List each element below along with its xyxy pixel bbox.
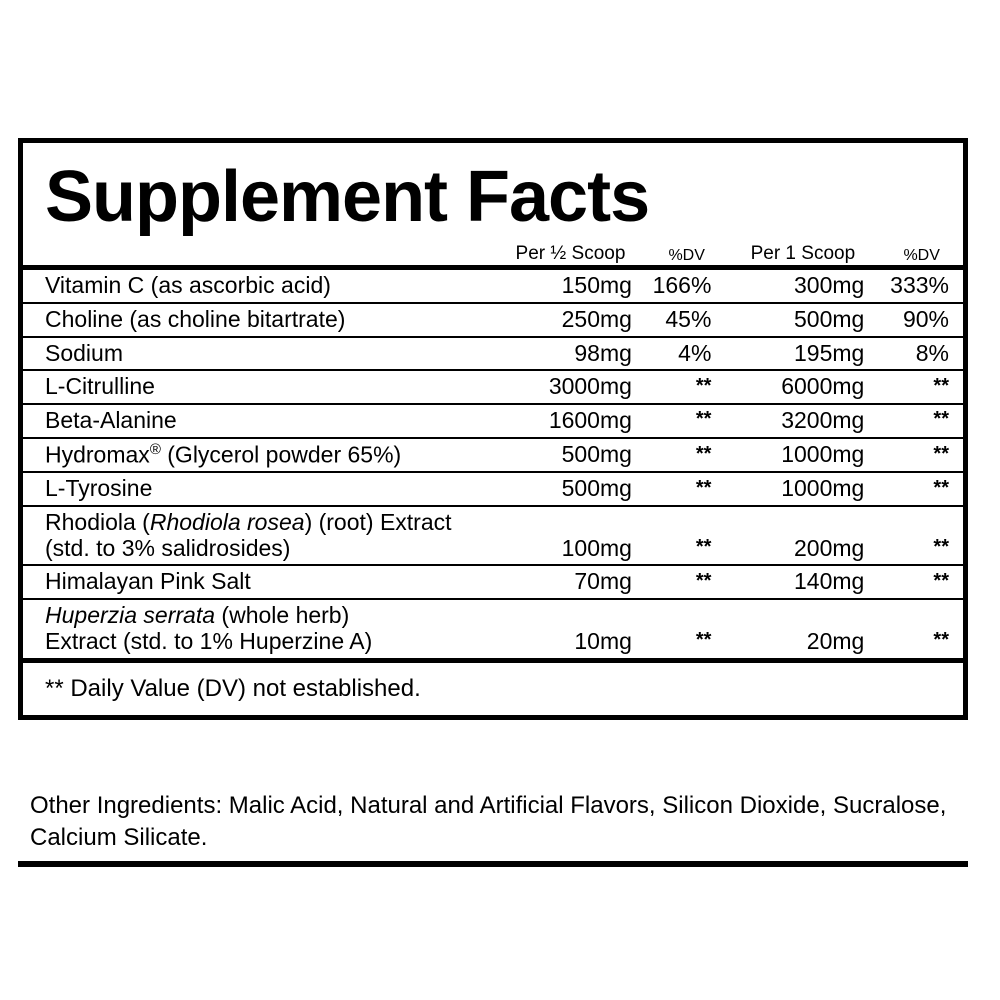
amount-one-scoop: 1000mg xyxy=(725,438,880,472)
ingredient-name: Vitamin C (as ascorbic acid) xyxy=(23,268,493,303)
column-header-per-one-scoop: Per 1 Scoop xyxy=(750,243,856,264)
amount-one-scoop: 140mg xyxy=(725,565,880,599)
amount-half-scoop: 1600mg xyxy=(493,404,648,438)
column-header-blank xyxy=(23,243,493,265)
dv-half-scoop: ** xyxy=(648,370,725,404)
dv-half-scoop: 166% xyxy=(648,268,725,303)
dv-one-scoop: ** xyxy=(880,438,963,472)
amount-half-scoop: 100mg xyxy=(493,506,648,566)
ingredient-name: Huperzia serrata (whole herb) Extract (std. to 1% Huperzine A) xyxy=(23,599,493,658)
ingredient-name: Beta-Alanine xyxy=(23,404,493,438)
amount-half-scoop: 150mg xyxy=(493,268,648,303)
dv-one-scoop: 333% xyxy=(880,268,963,303)
amount-half-scoop: 70mg xyxy=(493,565,648,599)
amount-one-scoop: 1000mg xyxy=(725,472,880,506)
table-row xyxy=(23,337,963,371)
ingredient-name: L-Citrulline xyxy=(23,370,493,404)
ingredient-name: Choline (as choline bitartrate) xyxy=(23,303,493,337)
amount-half-scoop: 500mg xyxy=(493,472,648,506)
dv-half-scoop: ** xyxy=(648,438,725,472)
footnote-text: ** Daily Value (DV) not established. xyxy=(45,674,421,702)
table-row xyxy=(23,599,963,658)
table-row xyxy=(23,268,963,303)
dv-half-scoop: 4% xyxy=(648,337,725,371)
amount-half-scoop: 250mg xyxy=(493,303,648,337)
amount-one-scoop: 3200mg xyxy=(725,404,880,438)
supplement-facts-table xyxy=(23,243,963,658)
table-row xyxy=(23,370,963,404)
dv-one-scoop: ** xyxy=(880,472,963,506)
dv-half-scoop: ** xyxy=(648,472,725,506)
dv-one-scoop: ** xyxy=(880,506,963,566)
amount-half-scoop: 500mg xyxy=(493,438,648,472)
dv-half-scoop: ** xyxy=(648,506,725,566)
column-header-dv-one: %DV xyxy=(903,247,940,264)
dv-one-scoop: ** xyxy=(933,629,949,652)
bottom-rule xyxy=(18,861,968,867)
amount-one-scoop: 200mg xyxy=(725,506,880,566)
dv-half-scoop: ** xyxy=(695,629,712,652)
ingredient-name: Sodium xyxy=(23,337,493,371)
page-title: Supplement Facts xyxy=(45,157,650,237)
dv-one-scoop: ** xyxy=(880,370,963,404)
amount-one-scoop: 500mg xyxy=(725,303,880,337)
ingredient-name: Hydromax® (Glycerol powder 65%) xyxy=(23,438,493,472)
dv-half-scoop: ** xyxy=(648,565,725,599)
dv-one-scoop: ** xyxy=(880,404,963,438)
amount-one-scoop: 300mg xyxy=(725,268,880,303)
botanical-name: Huperzia serrata xyxy=(45,602,216,629)
table-row xyxy=(23,565,963,599)
table-row xyxy=(23,438,963,472)
amount-half-scoop: 3000mg xyxy=(493,370,648,404)
supplement-facts-panel xyxy=(18,138,968,720)
dv-half-scoop: ** xyxy=(648,404,725,438)
dv-one-scoop: 90% xyxy=(880,303,963,337)
table-row xyxy=(23,472,963,506)
table-row xyxy=(23,404,963,438)
table-row xyxy=(23,303,963,337)
table-header-row xyxy=(23,243,963,265)
amount-one-scoop: 20mg xyxy=(806,627,865,654)
amount-one-scoop: 195mg xyxy=(725,337,880,371)
ingredient-name: Himalayan Pink Salt xyxy=(23,565,493,599)
column-header-per-half-scoop: Per ½ Scoop xyxy=(515,243,626,264)
dv-half-scoop: 45% xyxy=(648,303,725,337)
dv-one-scoop: 8% xyxy=(880,337,963,371)
dv-one-scoop: ** xyxy=(880,565,963,599)
column-header-dv-half: %DV xyxy=(668,247,705,264)
amount-half-scoop: 10mg xyxy=(574,627,632,654)
ingredient-name-sub: (std. to 3% salidrosides) xyxy=(45,534,291,561)
ingredient-name-sub: Extract (std. to 1% Huperzine A) xyxy=(45,627,373,654)
botanical-name: Rhodiola rosea xyxy=(149,508,305,535)
other-ingredients-text: Other Ingredients: Malic Acid, Natural and Artificial Flavors, Silicon Dioxide, Sucralose, Calcium Silicate. xyxy=(30,792,947,852)
table-row xyxy=(23,506,963,566)
ingredient-name: Rhodiola (Rhodiola rosea) (root) Extract (std. to 3% salidrosides) xyxy=(23,506,493,566)
registered-trademark-icon: ® xyxy=(149,440,161,458)
ingredient-name: L-Tyrosine xyxy=(23,472,493,506)
amount-one-scoop: 6000mg xyxy=(725,370,880,404)
amount-half-scoop: 98mg xyxy=(493,337,648,371)
